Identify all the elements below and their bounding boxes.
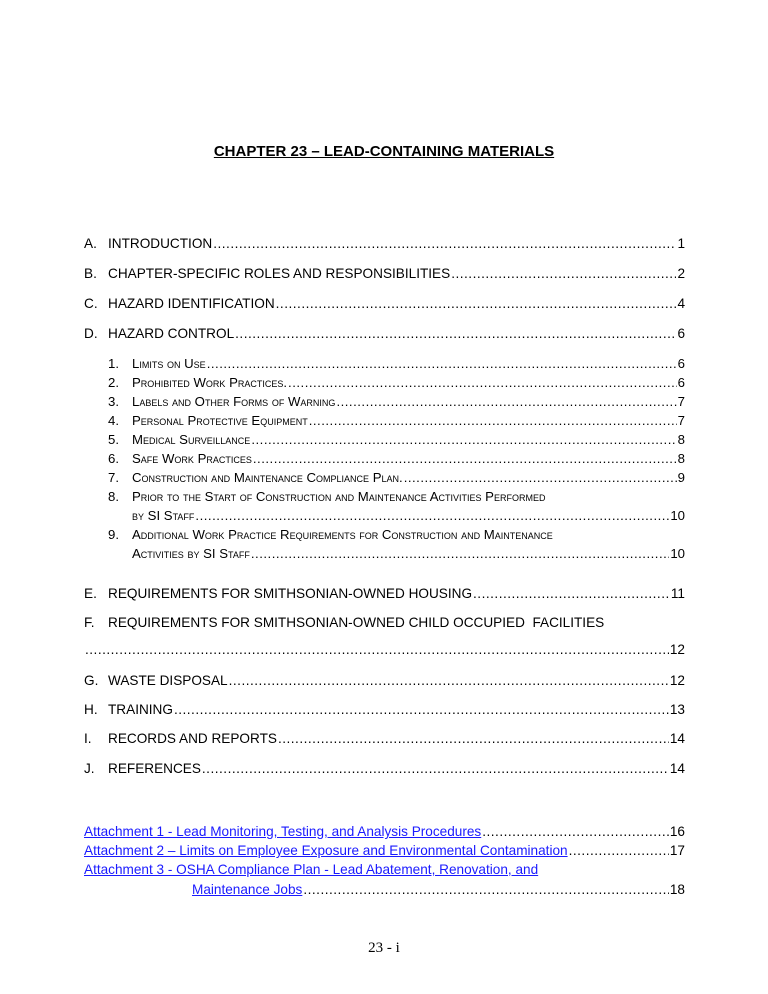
entry-number: E. — [84, 586, 97, 601]
toc-entry-h[interactable] — [84, 702, 685, 718]
page-number: 4 — [677, 296, 685, 311]
page-number: 14 — [669, 761, 685, 776]
entry-number: D. — [84, 326, 98, 341]
toc-subentry-6[interactable] — [108, 451, 685, 467]
entry-label: REQUIREMENTS FOR SMITHSONIAN-OWNED HOUSING — [108, 586, 473, 601]
dot-leader — [253, 451, 677, 467]
dot-leader — [174, 702, 669, 718]
dot-leader — [85, 642, 669, 658]
entry-number: J. — [84, 761, 95, 776]
dot-leader — [251, 432, 676, 448]
dot-leader — [303, 882, 669, 898]
entry-label: HAZARD CONTROL — [108, 326, 235, 341]
toc-subentry-1[interactable] — [108, 356, 685, 372]
toc-subentry-9-continued[interactable] — [132, 546, 685, 562]
page-number: 12 — [669, 642, 685, 657]
toc-entry-j[interactable] — [84, 761, 685, 777]
attachment-2-entry — [84, 843, 685, 859]
entry-number: 6. — [108, 451, 119, 466]
entry-label: Medical Surveillance — [132, 432, 251, 447]
dot-leader — [482, 824, 669, 840]
toc-subentry-8-continued[interactable] — [132, 508, 685, 524]
toc-entry-f[interactable] — [84, 615, 685, 631]
toc-subentry-8[interactable] — [108, 489, 685, 505]
toc-entry-f-continued[interactable] — [84, 642, 685, 658]
entry-number: 8. — [108, 489, 119, 504]
toc-subentry-9[interactable] — [108, 527, 685, 543]
entry-label: Prior to the Start of Construction and Maintenance Activities Performed — [132, 489, 546, 504]
page-number: 8 — [677, 451, 685, 466]
dot-leader — [229, 673, 669, 689]
dot-leader — [473, 586, 670, 602]
dot-leader — [202, 761, 669, 777]
entry-label: Construction and Maintenance Compliance Plan. — [132, 470, 403, 485]
dot-leader — [288, 375, 677, 391]
entry-number: 9. — [108, 527, 119, 542]
attachment-3-link-continued[interactable]: Maintenance Jobs — [192, 882, 303, 897]
page-number: 7 — [677, 413, 685, 428]
page-number: 13 — [669, 702, 685, 717]
entry-label: REQUIREMENTS FOR SMITHSONIAN-OWNED CHILD OCCUPIED FACILITIES — [108, 615, 605, 630]
entry-number: A. — [84, 236, 97, 251]
page-footer-number: 23 - i — [368, 940, 400, 956]
toc-subentry-5[interactable] — [108, 432, 685, 448]
entry-number: 7. — [108, 470, 119, 485]
page-number: 6 — [677, 375, 685, 390]
page-number: 2 — [677, 266, 685, 281]
chapter-title: CHAPTER 23 – LEAD-CONTAINING MATERIALS — [213, 143, 555, 160]
page-number: 11 — [670, 586, 685, 601]
page-number: 9 — [677, 470, 685, 485]
page-number: 1 — [677, 236, 685, 251]
entry-number: 1. — [108, 356, 119, 371]
attachment-3-entry-continued — [192, 882, 685, 898]
page-number: 14 — [669, 731, 685, 746]
dot-leader — [451, 266, 676, 282]
dot-leader — [569, 843, 669, 859]
entry-label: Personal Protective Equipment — [132, 413, 308, 428]
dot-leader — [213, 236, 676, 252]
page-number: 8 — [677, 432, 685, 447]
entry-label: INTRODUCTION — [108, 236, 213, 251]
entry-label: REFERENCES — [108, 761, 201, 776]
page-number: 6 — [677, 326, 685, 341]
entry-number: B. — [84, 266, 97, 281]
entry-label: Activities by SI Staff — [132, 546, 250, 561]
page-number: 6 — [677, 356, 685, 371]
entry-label: Labels and Other Forms of Warning — [132, 394, 336, 409]
page-number: 7 — [677, 394, 685, 409]
dot-leader — [404, 470, 677, 486]
attachment-2-link[interactable]: Attachment 2 – Limits on Employee Exposure and Environmental Contamination — [84, 843, 568, 858]
dot-leader — [251, 546, 669, 562]
entry-label: Safe Work Practices — [132, 451, 252, 466]
toc-entry-e[interactable] — [84, 586, 685, 602]
toc-entry-d[interactable] — [84, 326, 685, 342]
page-number: 10 — [670, 546, 685, 561]
toc-subentry-4[interactable] — [108, 413, 685, 429]
entry-number: C. — [84, 296, 98, 311]
entry-number: 3. — [108, 394, 119, 409]
toc-subentry-3[interactable] — [108, 394, 685, 410]
entry-label: Prohibited Work Practices. — [132, 375, 288, 390]
toc-entry-c[interactable] — [84, 296, 685, 312]
entry-number: 4. — [108, 413, 119, 428]
toc-entry-i[interactable] — [84, 731, 685, 747]
dot-leader — [309, 413, 677, 429]
entry-number: F. — [84, 615, 95, 630]
entry-label: Additional Work Practice Requirements for Construction and Maintenance — [132, 527, 553, 542]
toc-subentry-2[interactable] — [108, 375, 685, 391]
dot-leader — [195, 508, 669, 524]
toc-entry-g[interactable] — [84, 673, 685, 689]
toc-subentry-7[interactable] — [108, 470, 685, 486]
entry-label: RECORDS AND REPORTS — [108, 731, 277, 746]
dot-leader — [278, 731, 669, 747]
entry-number: I. — [84, 731, 92, 746]
entry-label: WASTE DISPOSAL — [108, 673, 228, 688]
attachment-1-link[interactable]: Attachment 1 - Lead Monitoring, Testing, and Analysis Procedures — [84, 824, 482, 839]
entry-label: TRAINING — [108, 702, 173, 717]
dot-leader — [276, 296, 677, 312]
toc-entry-a[interactable] — [84, 236, 685, 252]
entry-number: 2. — [108, 375, 119, 390]
page-number: 17 — [669, 843, 685, 858]
entry-number: G. — [84, 673, 99, 688]
dot-leader — [207, 356, 677, 372]
toc-entry-b[interactable] — [84, 266, 685, 282]
dot-leader — [336, 394, 676, 410]
page-number: 16 — [669, 824, 685, 839]
entry-number: H. — [84, 702, 98, 717]
entry-label: HAZARD IDENTIFICATION — [108, 296, 275, 311]
entry-label: by SI Staff — [132, 508, 195, 523]
page-number: 12 — [669, 673, 685, 688]
attachment-1-entry — [84, 824, 685, 840]
attachment-3-entry — [84, 862, 685, 878]
page-number: 10 — [670, 508, 685, 523]
entry-label: Limits on Use — [132, 356, 206, 371]
attachment-3-link[interactable]: Attachment 3 - OSHA Compliance Plan - Lead Abatement, Renovation, and — [84, 862, 539, 877]
page-number: 18 — [669, 882, 685, 897]
entry-label: CHAPTER-SPECIFIC ROLES AND RESPONSIBILITIES — [108, 266, 451, 281]
entry-number: 5. — [108, 432, 119, 447]
dot-leader — [235, 326, 676, 342]
